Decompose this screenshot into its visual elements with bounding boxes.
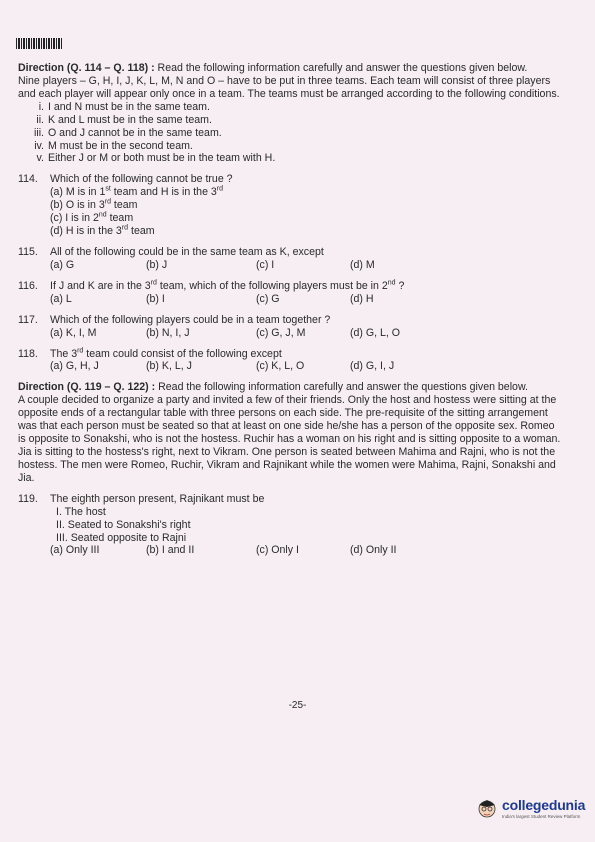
condition-item: ii. K and L must be in the same team. <box>36 113 212 126</box>
option-a: (a) M is in 1st team and H is in the 3rd <box>50 185 224 199</box>
condition-item: iv. M must be in the second team. <box>34 139 193 152</box>
option-b: (b) O is in 3rd team <box>50 198 138 212</box>
option-c: (c) K, L, O <box>256 360 305 373</box>
option-a: (a) Only III <box>50 544 100 557</box>
option-d: (d) M <box>350 258 375 271</box>
option-a: (a) L <box>50 292 72 305</box>
question-116: 116. If J and K are in the 3rd team, which of the following players must be in 2nd ? (a) L (b) I (c) G (d) H <box>18 279 405 305</box>
option-c: (c) I is in 2nd team <box>50 211 134 225</box>
option-b: (b) K, L, J <box>146 360 192 373</box>
option-d: (d) Only II <box>350 544 397 557</box>
direction-2: Direction (Q. 119 – Q. 122) : Read the following information carefully and answer the questions given below. <box>18 381 528 394</box>
direction-1: Direction (Q. 114 – Q. 118) : Read the following information carefully and answer the questions given below. <box>18 62 528 74</box>
question-118: 118. The 3rd team could consist of the following except (a) G, H, J (b) K, L, J (c) K, L, O (d) G, I, J <box>18 346 395 373</box>
option-a: (a) G, H, J <box>50 360 99 373</box>
option-c: (c) G, J, M <box>256 326 306 339</box>
condition-item: iii. O and J cannot be in the same team. <box>33 126 222 139</box>
option-a: (a) G <box>50 258 75 271</box>
option-d: (d) G, I, J <box>350 360 395 373</box>
conditions-list <box>18 101 563 166</box>
condition-item: i. I and N must be in the same team. <box>38 100 210 113</box>
statement: III. Seated opposite to Rajni <box>56 531 187 544</box>
collegedunia-logo: collegedunia India's largest Student Review Platform <box>476 796 585 820</box>
question-114: 114. Which of the following cannot be true ? (a) M is in 1st team and H is in the 3rd (b) O is in 3rd team (c) I is in 2nd team (d) H is in the 3rd team <box>18 173 563 238</box>
statement: II. Seated to Sonakshi's right <box>56 518 191 531</box>
option-b: (b) N, I, J <box>146 326 190 339</box>
statement: I. The host <box>56 505 106 518</box>
question-117: 117. Which of the following players could be in a team together ? (a) K, I, M (b) N, I, J (c) G, J, M (d) G, L, O <box>18 313 401 339</box>
option-d: (d) H <box>350 292 374 305</box>
option-b: (b) I <box>146 292 165 305</box>
mascot-icon <box>476 796 498 820</box>
condition-item: v. Either J or M or both must be in the team with H. <box>36 152 276 165</box>
option-b: (b) I and II <box>146 544 195 557</box>
direction-1-intro: Nine players – G, H, I, J, K, L, M, N and O – have to be put in three teams. Each team will consist of three players and each player will appear only once in a team. The teams must be arranged according to the following conditions. <box>18 74 560 100</box>
option-d: (d) G, L, O <box>350 326 401 339</box>
page-content <box>18 62 563 557</box>
direction-2-intro: A couple decided to organize a party and invited a few of their friends. Only the host and hostess were sitting at the opposite ends of a rectangular table with three persons on each side. The pre-requisite of the sitting arrangement was that each person must be seated so that at least on one side he/she has a person of the opposite sex. Romeo is opposite to Sonakshi, who is not the hostess. Ruchir has a woman on his right and is sitting opposite to a woman. Jia is sitting to the hostess's right, next to Vikram. One person is seated between Mahima and Rajni, who is not the hostess. The men were Romeo, Ruchir, Vikram and Rajnikant while the women were Mahima, Rajni, Sonakshi and Jia. <box>18 394 561 484</box>
option-a: (a) K, I, M <box>50 326 97 339</box>
option-c: (c) I <box>256 258 275 271</box>
page-number: -25- <box>288 700 307 711</box>
option-d: (d) H is in the 3rd team <box>50 224 155 238</box>
barcode <box>16 38 62 49</box>
option-b: (b) J <box>146 258 168 271</box>
question-119: 119. The eighth person present, Rajnikant must be I. The host II. Seated to Sonakshi's right III. Seated opposite to Rajni (a) Only III (b) I and II (c) Only I (d) Only II <box>18 493 563 558</box>
question-115: 115. All of the following could be in the same team as K, except (a) G (b) J (c) I (d) M <box>18 245 375 271</box>
option-c: (c) Only I <box>256 544 299 557</box>
option-c: (c) G <box>256 292 280 305</box>
